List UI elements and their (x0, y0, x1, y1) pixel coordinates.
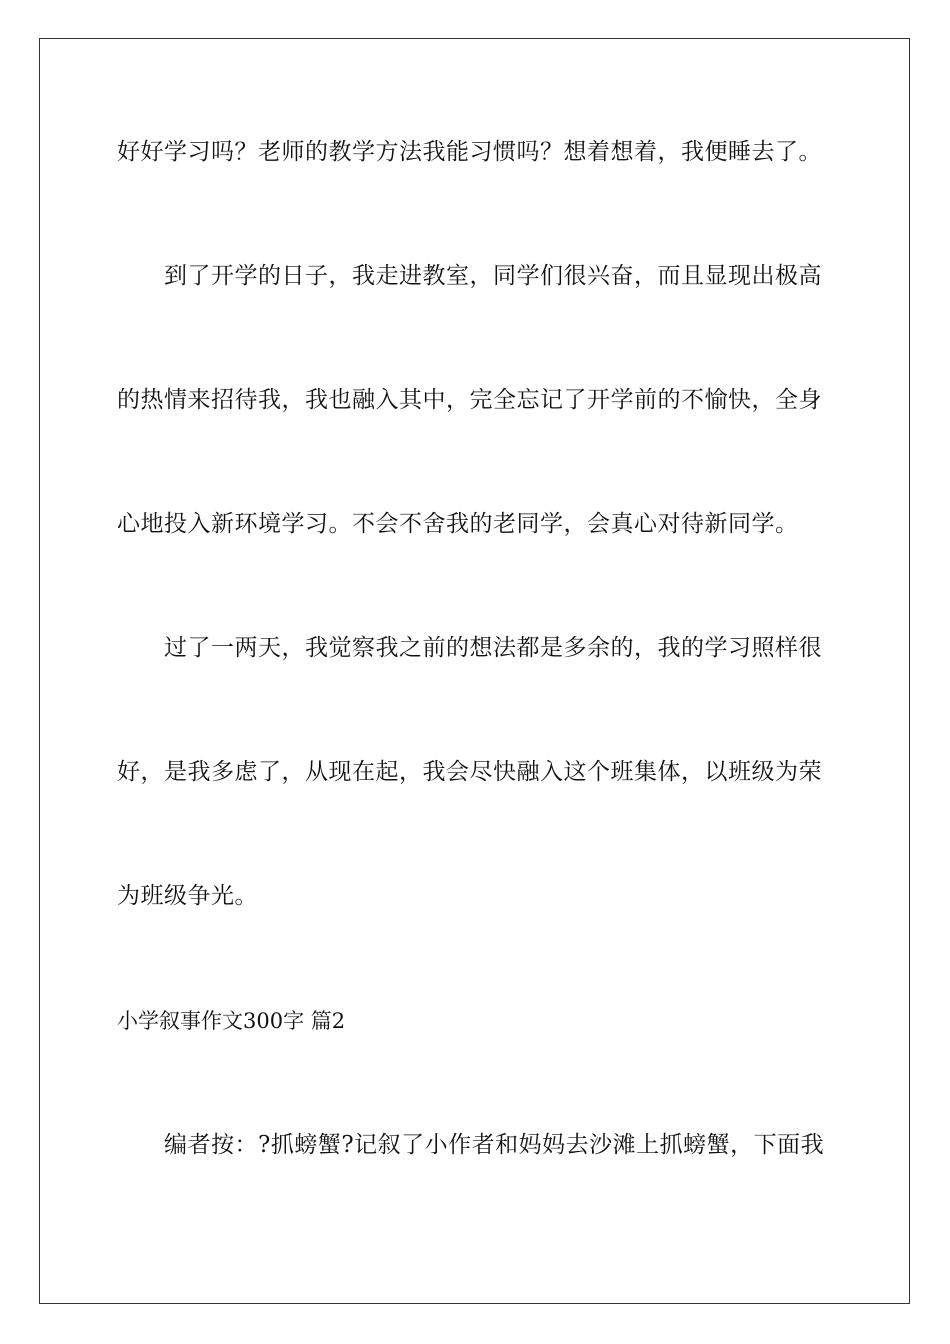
text-line: 为班级争光。 (117, 883, 258, 909)
text-line: 心地投入新环境学习。不会不舍我的老同学，会真心对待新同学。 (117, 511, 799, 537)
text-line: 好好学习吗？老师的教学方法我能习惯吗？想着想着，我便睡去了。 (117, 139, 822, 165)
text-line: 的热情来招待我，我也融入其中，完全忘记了开学前的不愉快，全身 (117, 387, 822, 413)
paragraph-start-line: 到了开学的日子，我走进教室，同学们很兴奋，而且显现出极高 (164, 263, 822, 289)
paragraph-start-line: 编者按：?抓螃蟹?记叙了小作者和妈妈去沙滩上抓螃蟹，下面我 (164, 1132, 825, 1158)
text-line: 好，是我多虑了，从现在起，我会尽快融入这个班集体，以班级为荣 (117, 759, 822, 785)
section-heading: 小学叙事作文300字 篇2 (117, 1009, 346, 1033)
paragraph-start-line: 过了一两天，我觉察我之前的想法都是多余的，我的学习照样很 (164, 635, 822, 661)
page-border (39, 38, 910, 1304)
